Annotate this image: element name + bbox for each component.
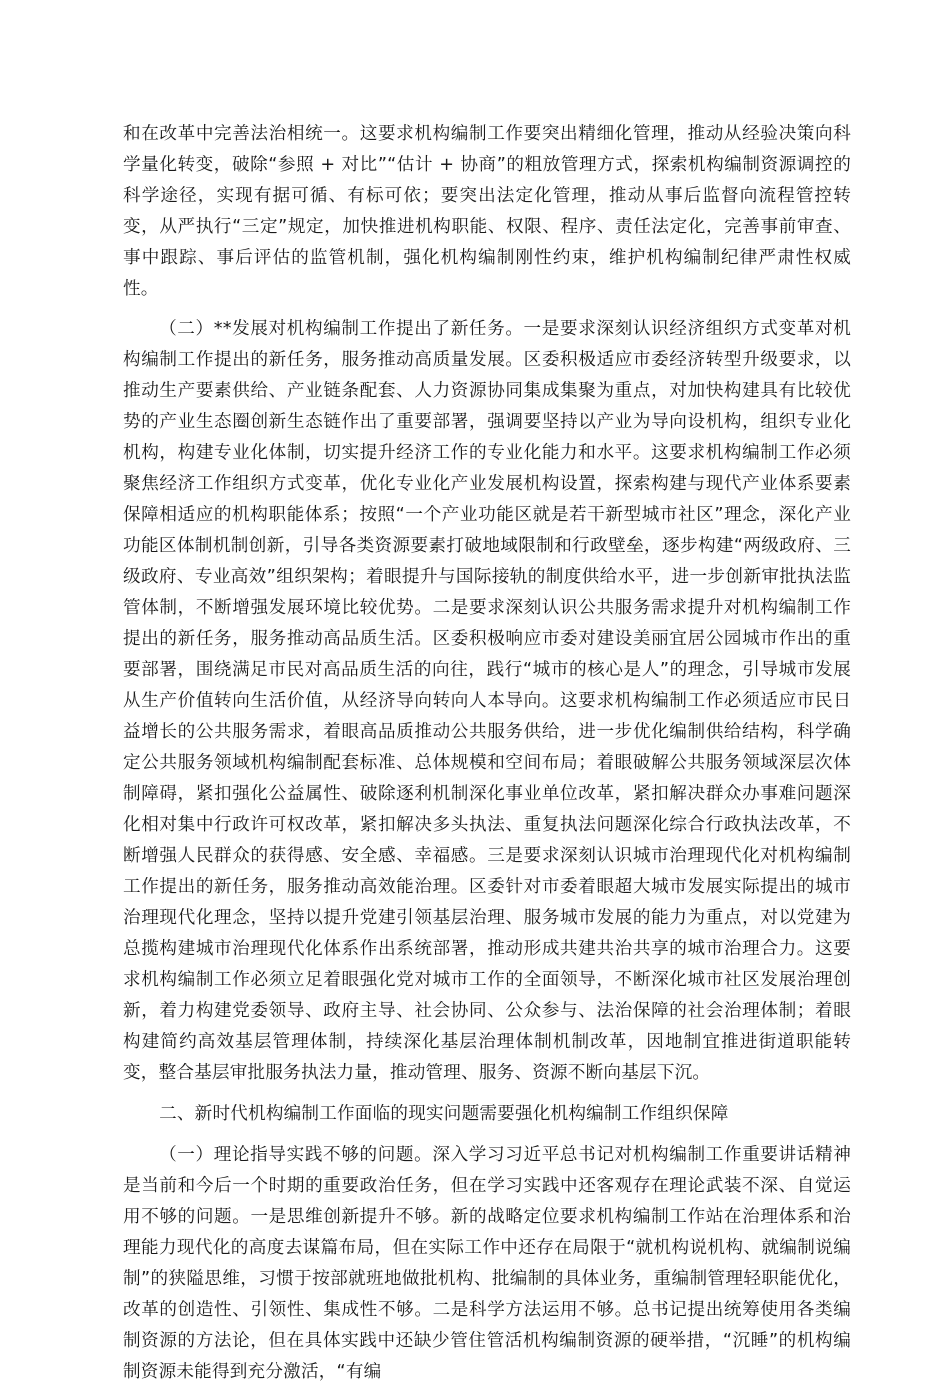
paragraph-section-2-2: （二）**发展对机构编制工作提出了新任务。一是要求深刻认识经济组织方式变革对机构编制工作提出的新任务，服务推动高质量发展。区委积极适应市委经济转型升级要求，以推动生产要素供给、产业链条配套、人力资源协同集成集聚为重点，对加快构建具有比较优势的产业生态圈创新生态链作出了重要部署，强调要坚持以产业为导向设机构，组织专业化机构，构建专业化体制，切实提升经济工作的专业化能力和水平。这要求机构编制工作必须聚焦经济工作组织方式变革，优化专业化产业发展机构设置，探索构建与现代产业体系要素保障相适应的机构职能体系；按照“一个产业功能区就是若干新型城市社区”理念，深化产业功能区体制机制创新，引导各类资源要素打破地域限制和行政壁垒，逐步构建“两级政府、三级政府、专业高效”组织架构；着眼提升与国际接轨的制度供给水平，进一步创新审批执法监管体制，不断增强发展环境比较优势。二是要求深刻认识公共服务需求提升对机构编制工作提出的新任务，服务推动高品质生活。区委积极响应市委对建设美丽宜居公园城市作出的重要部署，围绕满足市民对高品质生活的向往，践行“城市的核心是人”的理念，引导城市发展从生产价值转向生活价值，从经济导向转向人本导向。这要求机构编制工作必须适应市民日益增长的公共服务需求，着眼高品质推动公共服务供给，进一步优化编制供给结构，科学确定公共服务领域机构编制配套标准、总体规模和空间布局；着眼破解公共服务领域深层次体制障碍，紧扣强化公益属性、破除逐利机制深化事业单位改革，紧扣解决群众办事难问题深化相对集中行政许可权改革，紧扣解决多头执法、重复执法问题深化综合行政执法改革，不断增强人民群众的获得感、安全感、幸福感。三是要求深刻认识城市治理现代化对机构编制工作提出的新任务，服务推动高效能治理。区委针对市委着眼超大城市发展实际提出的城市治理现代化理念，坚持以提升党建引领基层治理、服务城市发展的能力为重点，对以党建为总揽构建城市治理现代化体系作出系统部署，推动形成共建共治共享的城市治理合力。这要求机构编制工作必须立足着眼强化党对城市工作的全面领导，不断深化城市社区发展治理创新，着力构建党委领导、政府主导、社会协同、公众参与、法治保障的社会治理体制；着眼构建简约高效基层管理体制，持续深化基层治理体制机制改革，因地制宜推进街道职能转变，整合基层审批服务执法力量，推动管理、服务、资源不断向基层下沉。 [123,319,851,1083]
document-body [123,119,851,1388]
section-heading-2: 二、新时代机构编制工作面临的现实问题需要强化机构编制工作组织保障 [159,1104,729,1124]
paragraph-continuation: 和在改革中完善法治相统一。这要求机构编制工作要突出精细化管理，推动从经验决策向科学量化转变，破除“参照 + 对比”“估计 + 协商”的粗放管理方式，探索机构编制资源调控的科学途径，实现有据可循、有标可依；要突出法定化管理，推动从事后监督向流程管控转变，从严执行“三定”规定，加快推进机构职能、权限、程序、责任法定化，完善事前审查、事中跟踪、事后评估的监管机制，强化机构编制刚性约束，维护机构编制纪律严肃性权威性。 [123,124,851,299]
paragraph-section-2-1: （一）理论指导实践不够的问题。深入学习习近平总书记对机构编制工作重要讲话精神是当前和今后一个时期的重要政治任务，但在学习实践中还客观存在理论武装不深、自觉运用不够的问题。一是思维创新提升不够。新的战略定位要求机构编制工作站在治理体系和治理能力现代化的高度去谋篇布局，但在实际工作中还存在局限于“就机构说机构、就编制说编制”的狭隘思维，习惯于按部就班地做批机构、批编制的具体业务，重编制管理轻职能优化，改革的创造性、引领性、集成性不够。二是科学方法运用不够。总书记提出统筹使用各类编制资源的方法论，但在具体实践中还缺少管住管活机构编制资源的硬举措，“沉睡”的机构编制资源未能得到充分激活，“有编 [123,1145,851,1382]
